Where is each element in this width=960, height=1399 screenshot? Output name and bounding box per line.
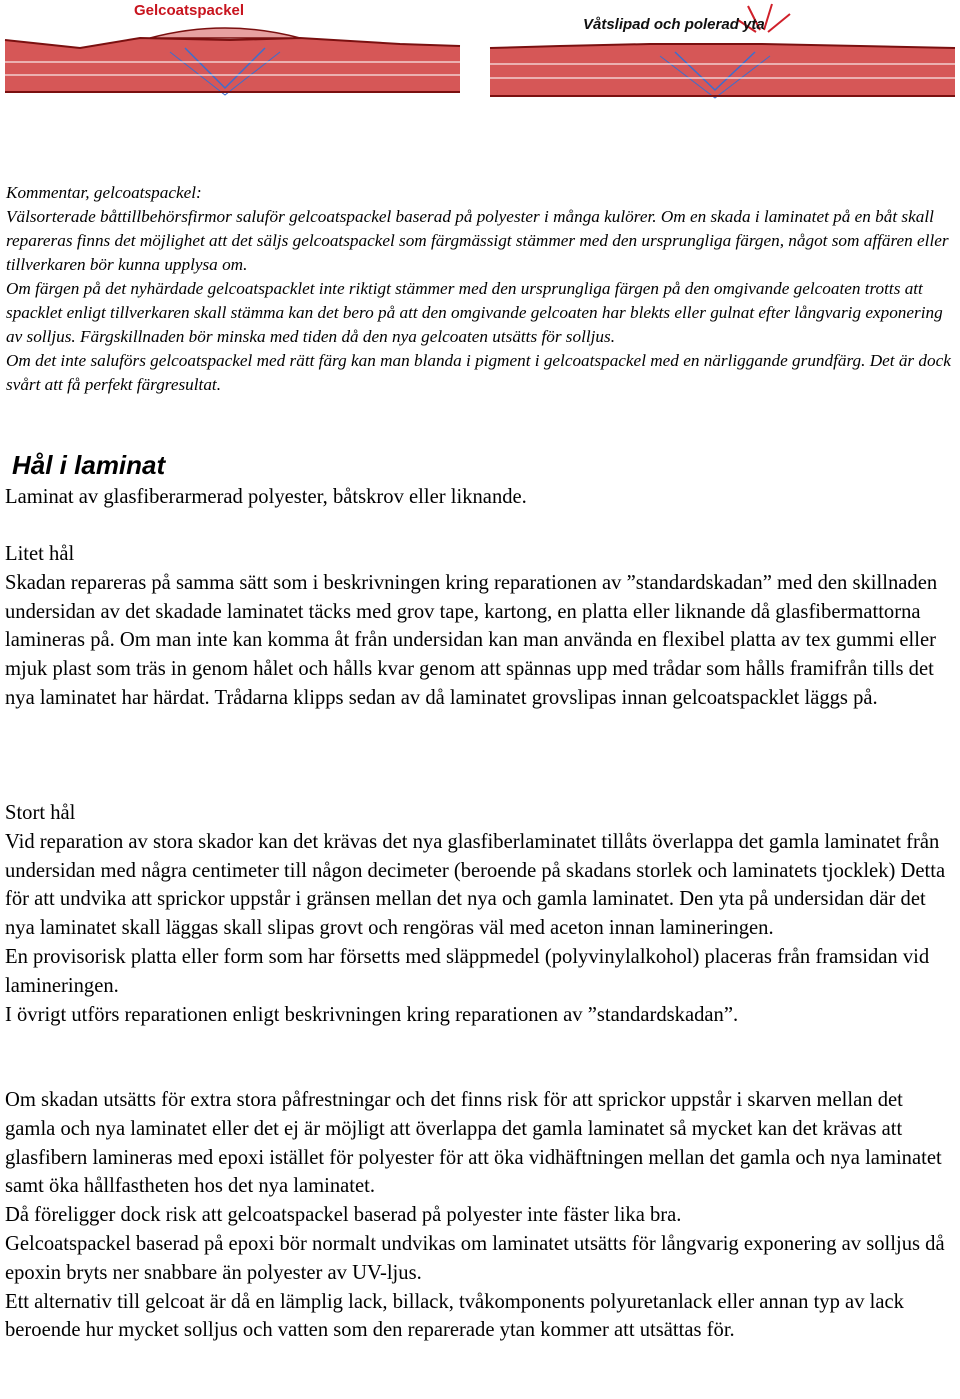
epoxy-section <box>5 1086 955 1345</box>
comment-paragraph: Välsorterade båttillbehörsfirmor saluför gelcoatspackel baserad på polyester i många kulörer. Om en skada i laminatet på en båt skall repareras finns det möjlighet att det säljs gelcoatspackel som färgmässigt stämmer med den ursprungliga färgen, något som affären eller tillverkaren bör kunna upplysa om. <box>6 207 949 274</box>
comment-heading: Kommentar, gelcoatspackel: <box>6 183 202 202</box>
small-hole-heading: Litet hål <box>5 543 75 565</box>
left-filler-bump <box>150 28 300 38</box>
comment-paragraph: Om det inte saluförs gelcoatspackel med rätt färg kan man blanda i pigment i gelcoatspackel med en närliggande grundfärg. Det är dock svårt att få perfekt färgresultat. <box>6 351 951 394</box>
epoxy-paragraph: Ett alternativ till gelcoat är då en lämplig lack, billack, tvåkomponents polyuretanlack eller annan typ av lack beroende hur mycket solljus och vatten som den reparerade ytan kommer att utsättas för. <box>5 1290 904 1342</box>
section-intro <box>5 483 955 512</box>
gelcoat-filler-illustration <box>5 28 460 95</box>
comment-paragraph: Om färgen på det nyhärdade gelcoatspacklet inte riktigt stämmer med den ursprungliga färgen på den omgivande gelcoaten trotts att spacklet enligt tillverkaren skall stämma kan det bero på att den omgivande gelcoaten har blekts eller gulnat efter långvarig exponering av solljus. Färgskillnaden bör minska med tiden då den nya gelcoaten utsätts för solljus. <box>6 279 943 346</box>
large-hole-heading: Stort hål <box>5 802 76 824</box>
epoxy-paragraph: Då föreligger dock risk att gelcoatspackel baserad på polyester inte fäster lika bra. <box>5 1204 682 1227</box>
large-hole-paragraph: En provisorisk platta eller form som har försetts med släppmedel (polyvinylalkohol) placeras från framsidan vid lamineringen. <box>5 945 930 997</box>
large-hole-paragraph: Vid reparation av stora skador kan det krävas det nya glasfiberlaminatet tillåts överlappa det gamla laminatet från undersidan med några centimeter till någon decimeter (beroende på skadans storlek och laminatets tjocklek) Detta för att undvika att sprickor uppstår i gränsen mellan det nya och gamla laminatet. Den yta på undersidan där det nya laminatet skall läggas skall slipas grovt och rengöras väl med aceton innan lamineringen. <box>5 830 946 940</box>
small-hole-section <box>5 540 955 713</box>
intro-text: Laminat av glasfiberarmerad polyester, båtskrov eller liknande. <box>5 486 527 508</box>
large-hole-paragraph: I övrigt utförs reparationen enligt beskrivningen kring reparationen av ”standardskadan”. <box>5 1003 739 1026</box>
section-title: Hål i laminat <box>12 450 166 480</box>
large-hole-section <box>5 799 955 1029</box>
comment-section <box>6 181 956 397</box>
epoxy-paragraph: Om skadan utsätts för extra stora påfrestningar och det finns risk för att sprickor uppstår i skarven mellan det gamla och nya laminatet eller det ej är möjligt att överlappa det gamla laminatet så mycket kan det krävas att glasfibern lamineras med epoxi istället för polyester för att öka vidhäftningen mellan det gamla och nya laminatet samt öka hållfastheten hos det nya laminatet. <box>5 1089 942 1198</box>
filler-figure-label: Gelcoatspackel <box>134 2 245 19</box>
right-red-layer <box>490 44 955 96</box>
small-hole-paragraph: Skadan repareras på samma sätt som i beskrivningen kring reparationen av ”standardskadan” med den skillnaden undersidan av det skadade laminatet täcks med grov tape, kartong, en platta eller liknande då glasfibermattorna lamineras på. Om man inte kan komma åt från undersidan kan man använda en flexibel platta av tex gummi eller mjuk plast som träs in genom hålet och hålls kvar genom att spännas upp med trådar som hålls framifrån tills det nya laminatet har härdat. Trådarna klipps sedan av då laminatet grovslipas innan gelcoatspacklet läggs på. <box>5 571 938 709</box>
left-red-layer <box>5 38 460 92</box>
illustrations <box>0 0 960 110</box>
polished-figure-label: Våtslipad och polerad yta <box>583 16 765 33</box>
epoxy-paragraph: Gelcoatspackel baserad på epoxi bör normalt undvikas om laminatet utsätts för långvarig exponering av solljus då epoxin bryts ner snabbare än polyester av UV-ljus. <box>5 1232 945 1284</box>
